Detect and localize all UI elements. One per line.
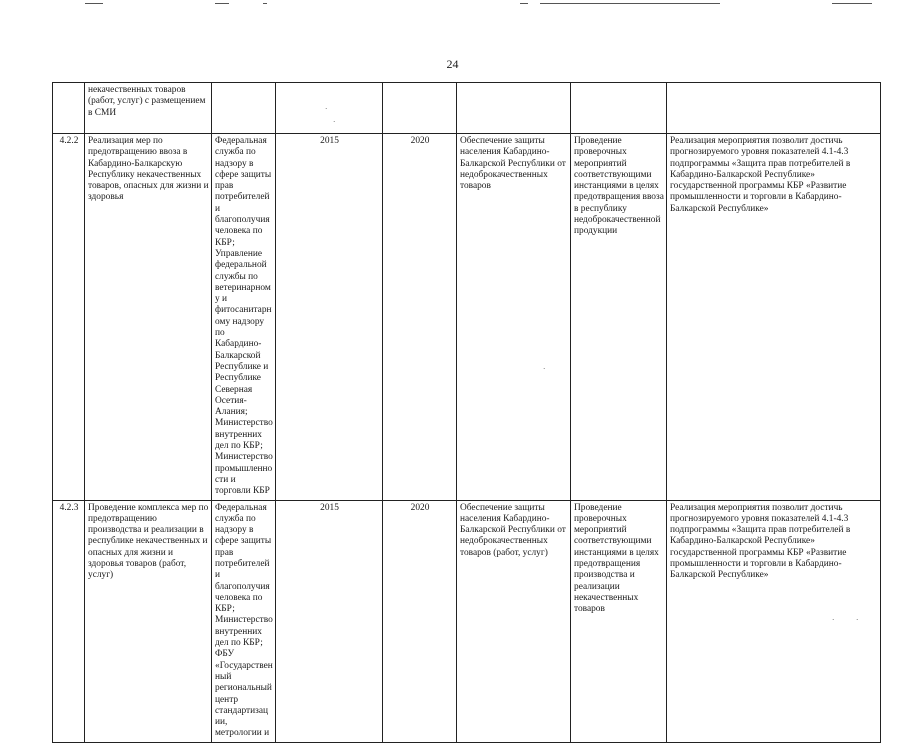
scan-speck: · bbox=[333, 118, 336, 126]
year-end-cell bbox=[383, 83, 457, 134]
scan-speck: · bbox=[832, 616, 835, 624]
scan-artifact-top bbox=[0, 0, 905, 8]
indicator-cell: Реализация мероприятия позволит достичь прогнозируемого уровня показателей 4.1-4.3 подпрограммы «Защита прав потребителей в Кабардино-Балкарской Республике» государственной программы КБР «Развитие промышленности и торговли в Кабардино-Балкарской Республике» bbox=[667, 500, 881, 742]
year-start-cell bbox=[276, 83, 383, 134]
page-number: 24 bbox=[446, 57, 459, 71]
result-cell bbox=[457, 83, 571, 134]
executors-cell: Федеральная служба по надзору в сфере защиты прав потребителей и благополучия человека по КБР; Министерство внутренних дел по КБР; ФБУ «Государственный региональный центр стандартизации, метрологии и bbox=[212, 500, 276, 742]
scan-speck: · bbox=[543, 365, 546, 373]
measure-cell: некачественных товаров (работ, услуг) с размещением в СМИ bbox=[85, 83, 212, 134]
year-end-cell: 2020 bbox=[383, 500, 457, 742]
row-number-cell: 4.2.3 bbox=[53, 500, 85, 742]
row-number-cell: 4.2.2 bbox=[53, 134, 85, 501]
year-start-cell: 2015 bbox=[276, 134, 383, 501]
measure-cell: Реализация мер по предотвращению ввоза в Кабардино-Балкарскую Республику некачественных товаров, опасных для жизни и здоровья bbox=[85, 134, 212, 501]
result-cell: Обеспечение защиты населения Кабардино-Балкарской Республики от недоброкачественных товаров (работ, услуг) bbox=[457, 500, 571, 742]
executors-cell bbox=[212, 83, 276, 134]
scan-speck: · bbox=[856, 616, 859, 624]
measure-cell: Проведение комплекса мер по предотвращению производства и реализации в республике некачественных и опасных для жизни и здоровья товаров (работ, услуг) bbox=[85, 500, 212, 742]
measures-table bbox=[52, 82, 881, 743]
mechanism-cell: Проведение проверочных мероприятий соответствующими инстанциями в целях предотвращения производства и реализации некачественных товаров bbox=[571, 500, 667, 742]
mechanism-cell: Проведение проверочных мероприятий соответствующими инстанциями в целях предотвращения ввоза в республику недоброкачественной продукции bbox=[571, 134, 667, 501]
table-row-4-2-2 bbox=[53, 134, 881, 501]
result-cell: Обеспечение защиты населения Кабардино-Балкарской Республики от недоброкачественных товаров bbox=[457, 134, 571, 501]
mechanism-cell bbox=[571, 83, 667, 134]
table-row-continuation bbox=[53, 83, 881, 134]
executors-cell: Федеральная служба по надзору в сфере защиты прав потребителей и благополучия человека по КБР; Управление федеральной службы по ветеринарному и фитосанитарному надзору по Кабардино-Балкарской Республике и Республике Северная Осетия-Алания; Министерство внутренних дел по КБР; Министерство промышленности и торговли КБР bbox=[212, 134, 276, 501]
year-end-cell: 2020 bbox=[383, 134, 457, 501]
scan-speck: · bbox=[325, 105, 328, 113]
row-number-cell bbox=[53, 83, 85, 134]
table-row-4-2-3 bbox=[53, 500, 881, 742]
year-start-cell: 2015 bbox=[276, 500, 383, 742]
indicator-cell bbox=[667, 83, 881, 134]
indicator-cell: Реализация мероприятия позволит достичь прогнозируемого уровня показателей 4.1-4.3 подпрограммы «Защита прав потребителей в Кабардино-Балкарской Республике» государственной программы КБР «Развитие промышленности и торговли в Кабардино-Балкарской Республике» bbox=[667, 134, 881, 501]
